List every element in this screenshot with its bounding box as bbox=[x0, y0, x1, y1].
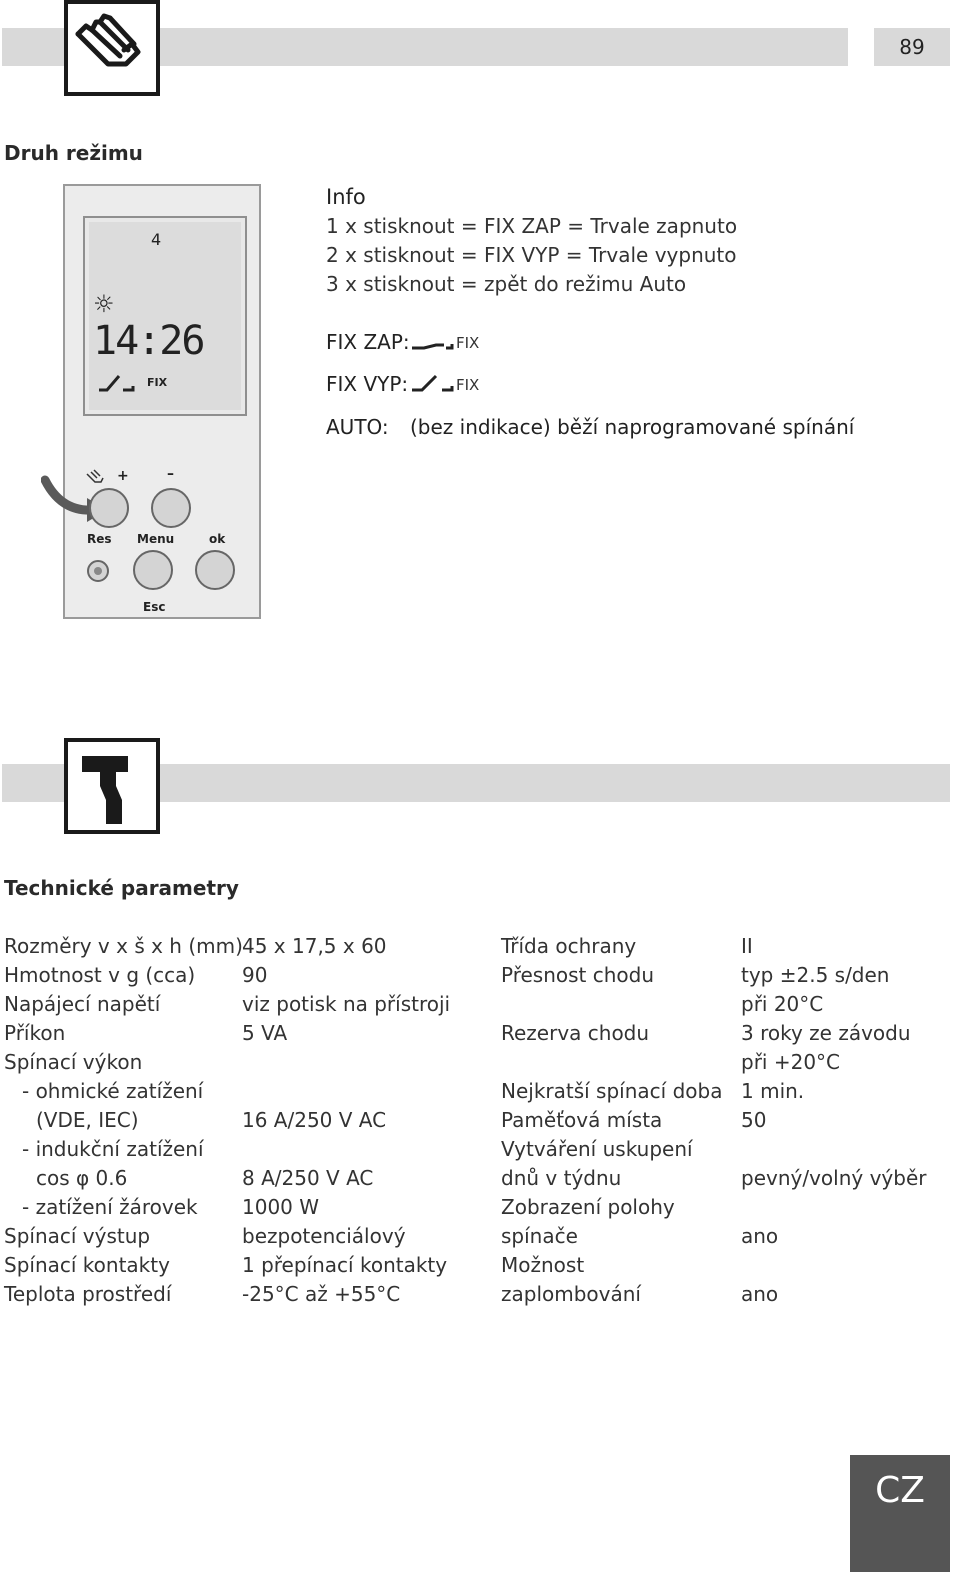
spec-left-value: 5 VA bbox=[242, 1021, 288, 1045]
info-title: Info bbox=[326, 185, 366, 209]
spec-right-label: spínače bbox=[501, 1224, 578, 1248]
spec-right-label: dnů v týdnu bbox=[501, 1166, 622, 1190]
spec-left-label: - zatížení žárovek bbox=[22, 1195, 198, 1219]
spec-right-label: Zobrazení polohy bbox=[501, 1195, 675, 1219]
spec-left-label: Příkon bbox=[4, 1021, 66, 1045]
fix-zap-label: FIX ZAP: bbox=[326, 330, 410, 354]
res-label: Res bbox=[87, 532, 112, 546]
spec-right-label: Paměťová místa bbox=[501, 1108, 663, 1132]
hand-icon bbox=[64, 0, 160, 96]
minus-button[interactable] bbox=[151, 488, 191, 528]
spec-right-value: typ ±2.5 s/den bbox=[741, 963, 890, 987]
info-line-2: 2 x stisknout = FIX VYP = Trvale vypnuto bbox=[326, 243, 737, 267]
lcd-display bbox=[83, 216, 247, 416]
spec-left-label: - ohmické zatížení bbox=[22, 1079, 204, 1103]
plus-label: + bbox=[117, 468, 129, 484]
spec-left-value: 16 A/250 V AC bbox=[242, 1108, 387, 1132]
spec-right-label: Možnost bbox=[501, 1253, 585, 1277]
spec-left-value: 45 x 17,5 x 60 bbox=[242, 934, 387, 958]
switch-on-icon bbox=[410, 336, 454, 356]
spec-left-value: 8 A/250 V AC bbox=[242, 1166, 374, 1190]
fix-vyp-fix: FIX bbox=[456, 376, 480, 394]
spec-left-value: viz potisk na přístroji bbox=[242, 992, 451, 1016]
spec-left-label: Rozměry v x š x h (mm) bbox=[4, 934, 243, 958]
spec-right-value: pevný/volný výběr bbox=[741, 1166, 927, 1190]
info-line-1: 1 x stisknout = FIX ZAP = Trvale zapnuto bbox=[326, 214, 738, 238]
spec-right-value: ano bbox=[741, 1282, 779, 1306]
spec-right-value: při 20°C bbox=[741, 992, 824, 1016]
spec-right-value: II bbox=[741, 934, 753, 958]
auto-text: (bez indikace) běží naprogramované spínání bbox=[410, 415, 855, 439]
switch-off-icon bbox=[410, 372, 454, 398]
spec-right-label: Rezerva chodu bbox=[501, 1021, 650, 1045]
ok-button[interactable] bbox=[195, 550, 235, 590]
spec-right-label: zaplombování bbox=[501, 1282, 641, 1306]
language-badge: CZ bbox=[850, 1455, 950, 1572]
minus-label: – bbox=[167, 466, 174, 482]
reset-button[interactable] bbox=[87, 560, 109, 582]
spec-right-value: 50 bbox=[741, 1108, 767, 1132]
section-title-mode: Druh režimu bbox=[4, 141, 143, 165]
ok-label: ok bbox=[209, 532, 226, 546]
spec-left-label: Napájecí napětí bbox=[4, 992, 161, 1016]
spec-right-value: ano bbox=[741, 1224, 779, 1248]
spec-left-label: - indukční zatížení bbox=[22, 1137, 204, 1161]
lcd-digit: 4 bbox=[151, 230, 162, 249]
spec-right-label: Přesnost chodu bbox=[501, 963, 655, 987]
info-line-3: 3 x stisknout = zpět do režimu Auto bbox=[326, 272, 687, 296]
page-number: 89 bbox=[874, 28, 950, 66]
fix-zap-fix: FIX bbox=[456, 334, 480, 352]
spec-right-label: Nejkratší spínací doba bbox=[501, 1079, 723, 1103]
spec-left-value: -25°C až +55°C bbox=[242, 1282, 401, 1306]
spec-left-value: bezpotenciálový bbox=[242, 1224, 406, 1248]
lcd-fix-label: FIX bbox=[147, 376, 168, 389]
spec-left-label: (VDE, IEC) bbox=[36, 1108, 139, 1132]
esc-label: Esc bbox=[143, 600, 166, 614]
spec-left-label: Spínací výstup bbox=[4, 1224, 151, 1248]
spec-left-value: 1 přepínací kontakty bbox=[242, 1253, 448, 1277]
spec-right-value: 3 roky ze závodu bbox=[741, 1021, 911, 1045]
spec-left-label: Teplota prostředí bbox=[4, 1282, 172, 1306]
spec-right-label: Vytváření uskupení bbox=[501, 1137, 693, 1161]
spec-left-value: 1000 W bbox=[242, 1195, 320, 1219]
switch-symbol-icon bbox=[97, 372, 137, 396]
section-title-tech: Technické parametry bbox=[4, 876, 239, 900]
menu-label: Menu bbox=[137, 532, 175, 546]
spec-left-label: Spínací výkon bbox=[4, 1050, 143, 1074]
spec-left-value: 90 bbox=[242, 963, 268, 987]
spec-left-label: cos φ 0.6 bbox=[36, 1166, 128, 1190]
lcd-time: 14:26 bbox=[93, 318, 204, 364]
plus-button[interactable] bbox=[89, 488, 129, 528]
spec-right-label: Třída ochrany bbox=[501, 934, 637, 958]
fix-vyp-label: FIX VYP: bbox=[326, 372, 409, 396]
timer-device bbox=[63, 184, 261, 619]
wrench-icon bbox=[64, 738, 160, 834]
spec-right-value: 1 min. bbox=[741, 1079, 805, 1103]
auto-label: AUTO: bbox=[326, 415, 389, 439]
spec-right-value: při +20°C bbox=[741, 1050, 841, 1074]
spec-left-label: Spínací kontakty bbox=[4, 1253, 170, 1277]
spec-left-label: Hmotnost v g (cca) bbox=[4, 963, 196, 987]
sun-icon: ☼ bbox=[93, 290, 115, 318]
menu-button[interactable] bbox=[133, 550, 173, 590]
